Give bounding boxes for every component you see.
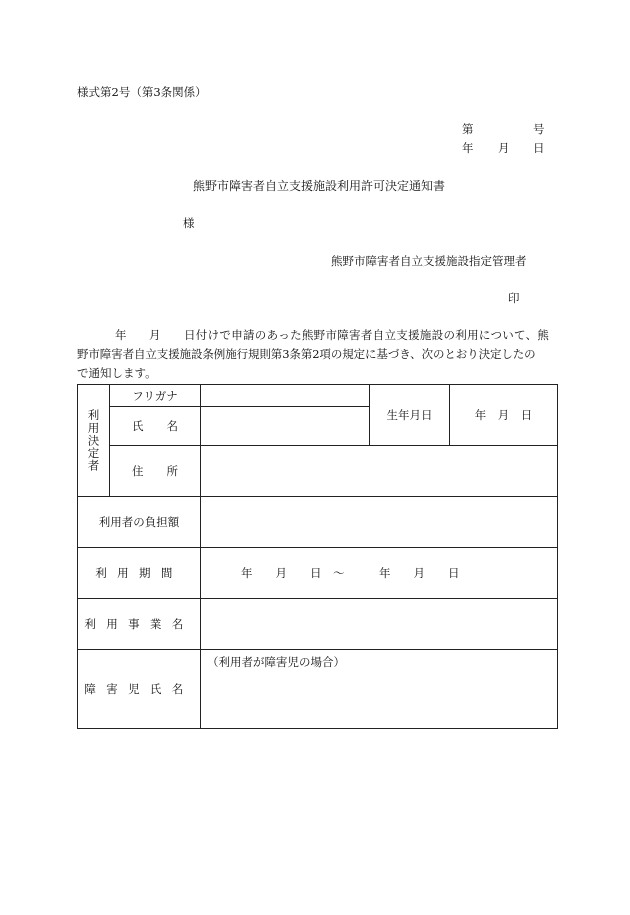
birthdate-label: 生年月日 xyxy=(370,385,450,446)
program-field[interactable] xyxy=(201,599,558,650)
section-label: 利用決定者 xyxy=(86,408,101,473)
name-label: 氏 名 xyxy=(110,407,201,446)
address-label: 住 所 xyxy=(110,446,201,497)
furigana-field[interactable] xyxy=(201,385,370,407)
name-field[interactable] xyxy=(201,407,370,446)
body-line-1: 日付けで申請のあった熊野市障害者自立支援施設の利用について、熊 xyxy=(184,328,550,342)
date-year: 年 xyxy=(462,141,474,155)
issuer-name: 熊野市障害者自立支援施設指定管理者 xyxy=(331,254,527,268)
date-month: 月 xyxy=(498,141,510,155)
birthdate-field[interactable]: 年 月 日 xyxy=(450,385,558,446)
child-field[interactable]: （利用者が障害児の場合） xyxy=(201,650,558,729)
document-title: 熊野市障害者自立支援施設利用許可決定通知書 xyxy=(193,179,446,193)
program-label: 利用事業名 xyxy=(78,599,201,650)
doc-number-dai: 第 xyxy=(462,122,474,136)
burden-field[interactable] xyxy=(201,497,558,548)
body-month: 月 xyxy=(149,328,161,342)
period-field[interactable]: 年 月 日 ～ 年 月 日 xyxy=(201,548,558,599)
furigana-label: フリガナ xyxy=(110,385,201,407)
doc-number-go: 号 xyxy=(533,122,545,136)
section-label-cell xyxy=(78,385,110,497)
body-line-3: で通知します。 xyxy=(77,366,157,380)
body-line-2: 野市障害者自立支援施設条例施行規則第3条第2項の規定に基づき、次のとおり決定したの xyxy=(77,347,536,361)
addressee-suffix: 様 xyxy=(183,216,195,230)
child-label: 障害児氏名 xyxy=(78,650,201,729)
date-day: 日 xyxy=(533,141,545,155)
period-label: 利用期間 xyxy=(78,548,201,599)
address-field[interactable] xyxy=(201,446,558,497)
body-year: 年 xyxy=(115,328,127,342)
form-number: 様式第2号（第3条関係） xyxy=(77,85,207,99)
seal-mark: 印 xyxy=(508,291,520,305)
burden-label: 利用者の負担額 xyxy=(78,497,201,548)
usage-decision-table xyxy=(77,384,558,729)
